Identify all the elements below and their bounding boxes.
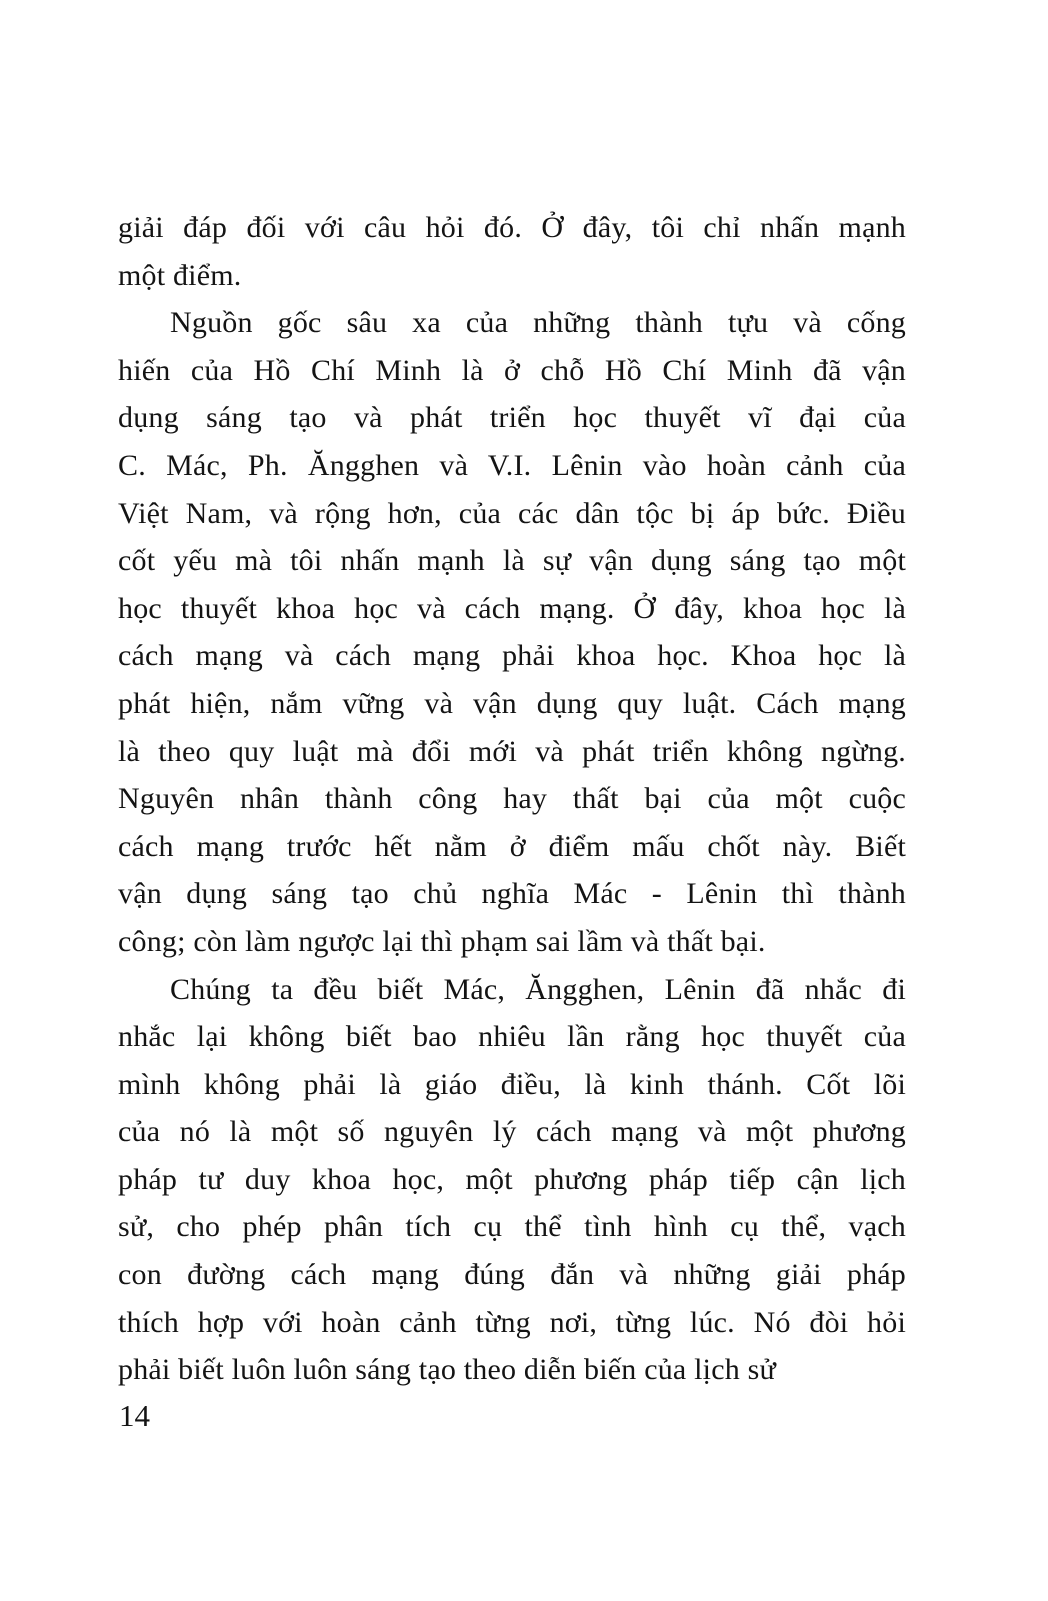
text-line: một điểm. (118, 258, 242, 292)
text-line: của nó là một số nguyên lý cách mạng và một phương (118, 1115, 906, 1149)
text-line: dụng sáng tạo và phát triển học thuyết vĩ đại của (118, 401, 906, 435)
text-line: học thuyết khoa học và cách mạng. Ở đây, khoa học là (118, 591, 906, 625)
text-line: thích hợp với hoàn cảnh từng nơi, từng lúc. Nó đòi hỏi (118, 1305, 906, 1339)
text-line: Việt Nam, và rộng hơn, của các dân tộc bị áp bức. Điều (118, 496, 906, 530)
text-line: hiến của Hồ Chí Minh là ở chỗ Hồ Chí Minh đã vận (118, 353, 906, 387)
text-line: là theo quy luật mà đổi mới và phát triển không ngừng. (118, 734, 906, 768)
text-block (118, 204, 906, 1394)
text-line: Chúng ta đều biết Mác, Ăngghen, Lênin đã nhắc đi (170, 972, 906, 1006)
text-line: cốt yếu mà tôi nhấn mạnh là sự vận dụng sáng tạo một (118, 544, 906, 578)
text-line: pháp tư duy khoa học, một phương pháp tiếp cận lịch (118, 1162, 906, 1196)
text-line: mình không phải là giáo điều, là kinh thánh. Cốt lõi (118, 1067, 906, 1101)
page-number: 14 (119, 1398, 150, 1433)
text-line: Nguyên nhân thành công hay thất bại của một cuộc (118, 782, 906, 816)
text-line: phát hiện, nắm vững và vận dụng quy luật. Cách mạng (118, 686, 906, 720)
text-line: con đường cách mạng đúng đắn và những giải pháp (118, 1258, 906, 1292)
text-line: cách mạng và cách mạng phải khoa học. Khoa học là (118, 639, 906, 673)
text-line: Nguồn gốc sâu xa của những thành tựu và cống (170, 306, 906, 340)
text-line: vận dụng sáng tạo chủ nghĩa Mác - Lênin thì thành (118, 877, 906, 911)
text-line: phải biết luôn luôn sáng tạo theo diễn biến của lịch sử (118, 1353, 776, 1387)
text-line: nhắc lại không biết bao nhiêu lần rằng học thuyết của (118, 1020, 906, 1054)
text-line: sử, cho phép phân tích cụ thể tình hình cụ thể, vạch (118, 1210, 906, 1244)
text-line: giải đáp đối với câu hỏi đó. Ở đây, tôi chỉ nhấn mạnh (118, 211, 906, 244)
text-line: cách mạng trước hết nằm ở điểm mấu chốt này. Biết (118, 829, 906, 863)
text-line: C. Mác, Ph. Ăngghen và V.I. Lênin vào hoàn cảnh của (118, 448, 906, 482)
text-line: công; còn làm ngược lại thì phạm sai lầm và thất bại. (118, 924, 766, 958)
